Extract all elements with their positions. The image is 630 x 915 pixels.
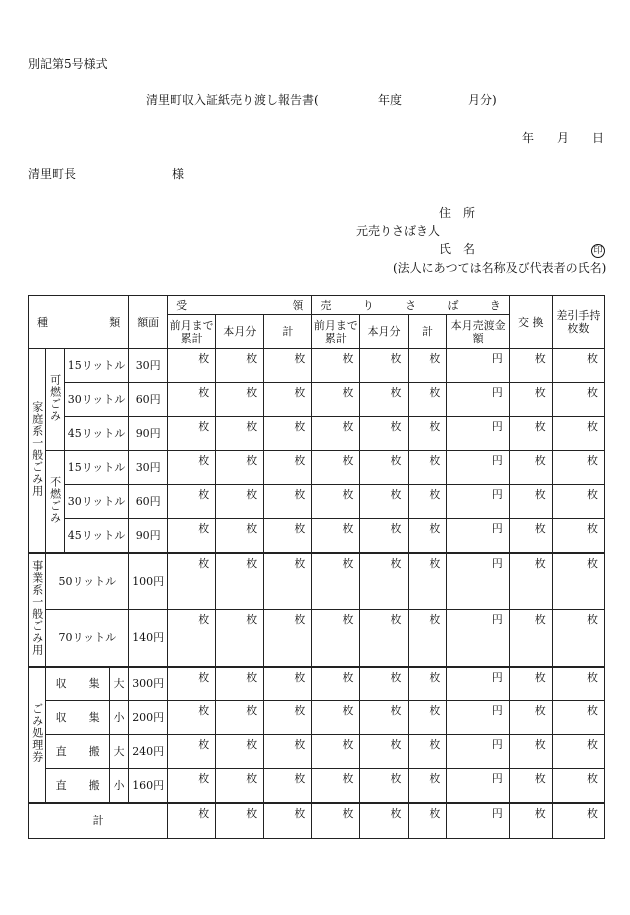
cell-unit: 枚	[168, 701, 216, 735]
row-sz: 大	[109, 735, 128, 769]
cell-unit: 枚	[509, 610, 552, 667]
cell-unit: 枚	[360, 803, 408, 839]
row-size: 30リットル	[64, 383, 128, 417]
cell-unit: 枚	[408, 349, 447, 383]
cell-unit: 枚	[216, 735, 264, 769]
date-year: 年	[522, 131, 535, 145]
header-net-holding: 差引手持枚数	[552, 296, 604, 349]
cell-unit: 枚	[552, 485, 604, 519]
row-size: 45リットル	[64, 417, 128, 451]
group-business: 事業系一般ごみ用	[29, 553, 46, 667]
cell-unit: 枚	[168, 485, 216, 519]
cell-unit: 枚	[168, 667, 216, 701]
row-price: 90円	[129, 519, 168, 553]
cell-unit: 枚	[360, 383, 408, 417]
cell-unit: 枚	[408, 610, 447, 667]
cell-unit: 円	[447, 610, 509, 667]
cell-unit: 枚	[312, 735, 360, 769]
cell-unit: 枚	[408, 519, 447, 553]
cell-unit: 枚	[312, 451, 360, 485]
cell-unit: 枚	[360, 417, 408, 451]
report-table	[28, 295, 605, 839]
row-price: 240円	[129, 735, 168, 769]
cell-unit: 枚	[216, 451, 264, 485]
cell-unit: 枚	[509, 451, 552, 485]
cell-unit: 枚	[312, 519, 360, 553]
row-type: 収 集	[46, 701, 109, 735]
cell-unit: 枚	[408, 485, 447, 519]
cell-unit: 枚	[360, 553, 408, 610]
row-sz: 大	[109, 667, 128, 701]
row-size: 45リットル	[64, 519, 128, 553]
header-kind: 種 類	[29, 296, 129, 349]
cell-unit: 枚	[264, 451, 312, 485]
cell-unit: 枚	[264, 519, 312, 553]
cell-unit: 枚	[552, 735, 604, 769]
header-sold-sum: 計	[408, 315, 447, 349]
cell-unit: 円	[447, 667, 509, 701]
header-received-prev-total: 前月まで累計	[168, 315, 216, 349]
cell-unit: 枚	[216, 349, 264, 383]
cell-unit: 枚	[408, 667, 447, 701]
cell-unit: 枚	[216, 803, 264, 839]
cell-unit: 円	[447, 519, 509, 553]
cell-unit: 枚	[312, 349, 360, 383]
row-price: 160円	[129, 769, 168, 803]
cell-unit: 枚	[408, 451, 447, 485]
row-type: 収 集	[46, 667, 109, 701]
cell-unit: 円	[447, 417, 509, 451]
cell-unit: 枚	[216, 417, 264, 451]
cell-unit: 枚	[360, 610, 408, 667]
title-main: 清里町収入証紙売り渡し報告書(	[146, 93, 319, 107]
row-price: 30円	[129, 451, 168, 485]
row-price: 30円	[129, 349, 168, 383]
cell-unit: 枚	[408, 735, 447, 769]
header-received: 受 領	[168, 296, 312, 315]
row-size: 15リットル	[64, 451, 128, 485]
cell-unit: 枚	[552, 519, 604, 553]
cell-unit: 枚	[264, 349, 312, 383]
row-size: 50リットル	[46, 553, 129, 610]
cell-unit: 枚	[408, 769, 447, 803]
cell-unit: 円	[447, 383, 509, 417]
cell-unit: 枚	[168, 803, 216, 839]
cell-unit: 枚	[552, 701, 604, 735]
cell-unit: 枚	[216, 519, 264, 553]
cell-unit: 枚	[552, 349, 604, 383]
cell-unit: 枚	[168, 451, 216, 485]
cell-unit: 枚	[509, 803, 552, 839]
cell-unit: 枚	[408, 553, 447, 610]
form-id: 別記第5号様式	[28, 57, 108, 71]
cell-unit: 枚	[312, 553, 360, 610]
cell-unit: 枚	[216, 701, 264, 735]
cell-unit: 枚	[509, 701, 552, 735]
cell-unit: 枚	[408, 383, 447, 417]
cell-unit: 枚	[312, 803, 360, 839]
cell-unit: 枚	[408, 701, 447, 735]
row-sz: 小	[109, 701, 128, 735]
cell-unit: 枚	[552, 610, 604, 667]
cell-unit: 枚	[168, 519, 216, 553]
row-sz: 小	[109, 769, 128, 803]
cell-unit: 枚	[360, 735, 408, 769]
row-size: 70リットル	[46, 610, 129, 667]
cell-unit: 枚	[509, 667, 552, 701]
cell-unit: 枚	[360, 485, 408, 519]
addressee-honorific: 様	[172, 167, 185, 181]
addressee-name: 清里町長	[28, 167, 77, 181]
row-price: 140円	[129, 610, 168, 667]
cell-unit: 枚	[216, 383, 264, 417]
group-household: 家庭系一般ごみ用	[29, 349, 46, 553]
cell-unit: 枚	[264, 553, 312, 610]
cell-unit: 枚	[552, 803, 604, 839]
total-label: 計	[29, 803, 168, 839]
cell-unit: 枚	[312, 701, 360, 735]
date-day: 日	[592, 131, 605, 145]
corporate-note: (法人にあつては名称及び代表者の氏名)	[393, 261, 607, 275]
cell-unit: 枚	[509, 519, 552, 553]
row-size: 30リットル	[64, 485, 128, 519]
header-sales-amount: 本月売渡金 額	[447, 315, 509, 349]
cell-unit: 枚	[509, 769, 552, 803]
cell-unit: 枚	[168, 610, 216, 667]
cell-unit: 枚	[216, 610, 264, 667]
cell-unit: 円	[447, 485, 509, 519]
header-sold-prev-total: 前月まで累計	[312, 315, 360, 349]
cell-unit: 枚	[360, 769, 408, 803]
cell-unit: 枚	[312, 610, 360, 667]
cell-unit: 枚	[264, 610, 312, 667]
name-label: 氏 名	[439, 242, 476, 256]
cell-unit: 枚	[168, 383, 216, 417]
cell-unit: 枚	[312, 383, 360, 417]
cell-unit: 枚	[168, 553, 216, 610]
cell-unit: 枚	[509, 349, 552, 383]
cell-unit: 枚	[264, 485, 312, 519]
address-label: 住 所	[439, 206, 476, 220]
header-received-this-month: 本月分	[216, 315, 264, 349]
cell-unit: 円	[447, 769, 509, 803]
cell-unit: 枚	[408, 803, 447, 839]
cell-unit: 枚	[552, 417, 604, 451]
header-face-value: 額面	[129, 296, 168, 349]
header-sold: 売 り さ ば き	[312, 296, 509, 315]
cell-unit: 枚	[312, 769, 360, 803]
cell-unit: 枚	[168, 735, 216, 769]
row-size: 15リットル	[64, 349, 128, 383]
cell-unit: 枚	[509, 553, 552, 610]
cell-unit: 枚	[264, 769, 312, 803]
cell-unit: 枚	[264, 383, 312, 417]
row-price: 90円	[129, 417, 168, 451]
row-price: 60円	[129, 383, 168, 417]
cell-unit: 枚	[552, 553, 604, 610]
date-month: 月	[557, 131, 570, 145]
cell-unit: 枚	[216, 769, 264, 803]
title-year: 年度	[378, 93, 403, 107]
cell-unit: 円	[447, 349, 509, 383]
row-price: 100円	[129, 553, 168, 610]
cell-unit: 枚	[264, 735, 312, 769]
header-sold-this-month: 本月分	[360, 315, 408, 349]
cell-unit: 枚	[552, 667, 604, 701]
cell-unit: 枚	[264, 803, 312, 839]
cell-unit: 枚	[168, 417, 216, 451]
cell-unit: 枚	[509, 735, 552, 769]
cell-unit: 枚	[509, 485, 552, 519]
cell-unit: 枚	[360, 519, 408, 553]
cell-unit: 枚	[360, 701, 408, 735]
cell-unit: 枚	[264, 667, 312, 701]
cell-unit: 円	[447, 553, 509, 610]
cell-unit: 枚	[312, 485, 360, 519]
cell-unit: 円	[447, 701, 509, 735]
cell-unit: 枚	[216, 485, 264, 519]
cell-unit: 円	[447, 735, 509, 769]
row-price: 200円	[129, 701, 168, 735]
cell-unit: 枚	[552, 383, 604, 417]
cell-unit: 枚	[264, 417, 312, 451]
cell-unit: 枚	[216, 553, 264, 610]
seller-role: 元売りさばき人	[356, 224, 441, 238]
cell-unit: 枚	[509, 417, 552, 451]
cell-unit: 枚	[216, 667, 264, 701]
row-type: 直 搬	[46, 735, 109, 769]
group-nonburnable: 不燃ごみ	[46, 451, 64, 553]
row-type: 直 搬	[46, 769, 109, 803]
seal-mark: 印	[591, 244, 605, 258]
row-price: 300円	[129, 667, 168, 701]
cell-unit: 枚	[552, 769, 604, 803]
cell-unit: 枚	[168, 769, 216, 803]
cell-unit: 枚	[408, 417, 447, 451]
header-received-sum: 計	[264, 315, 312, 349]
cell-unit: 枚	[168, 349, 216, 383]
cell-unit: 枚	[360, 349, 408, 383]
group-disposal: ごみ処理券	[29, 667, 46, 803]
cell-unit: 枚	[360, 451, 408, 485]
group-burnable: 可燃ごみ	[46, 349, 64, 451]
row-price: 60円	[129, 485, 168, 519]
title-month: 月分)	[468, 93, 497, 107]
cell-unit: 枚	[312, 667, 360, 701]
cell-unit: 枚	[312, 417, 360, 451]
header-exchange: 交 換	[509, 296, 552, 349]
cell-unit: 円	[447, 803, 509, 839]
cell-unit: 枚	[509, 383, 552, 417]
cell-unit: 枚	[264, 701, 312, 735]
cell-unit: 枚	[552, 451, 604, 485]
cell-unit: 円	[447, 451, 509, 485]
cell-unit: 枚	[360, 667, 408, 701]
